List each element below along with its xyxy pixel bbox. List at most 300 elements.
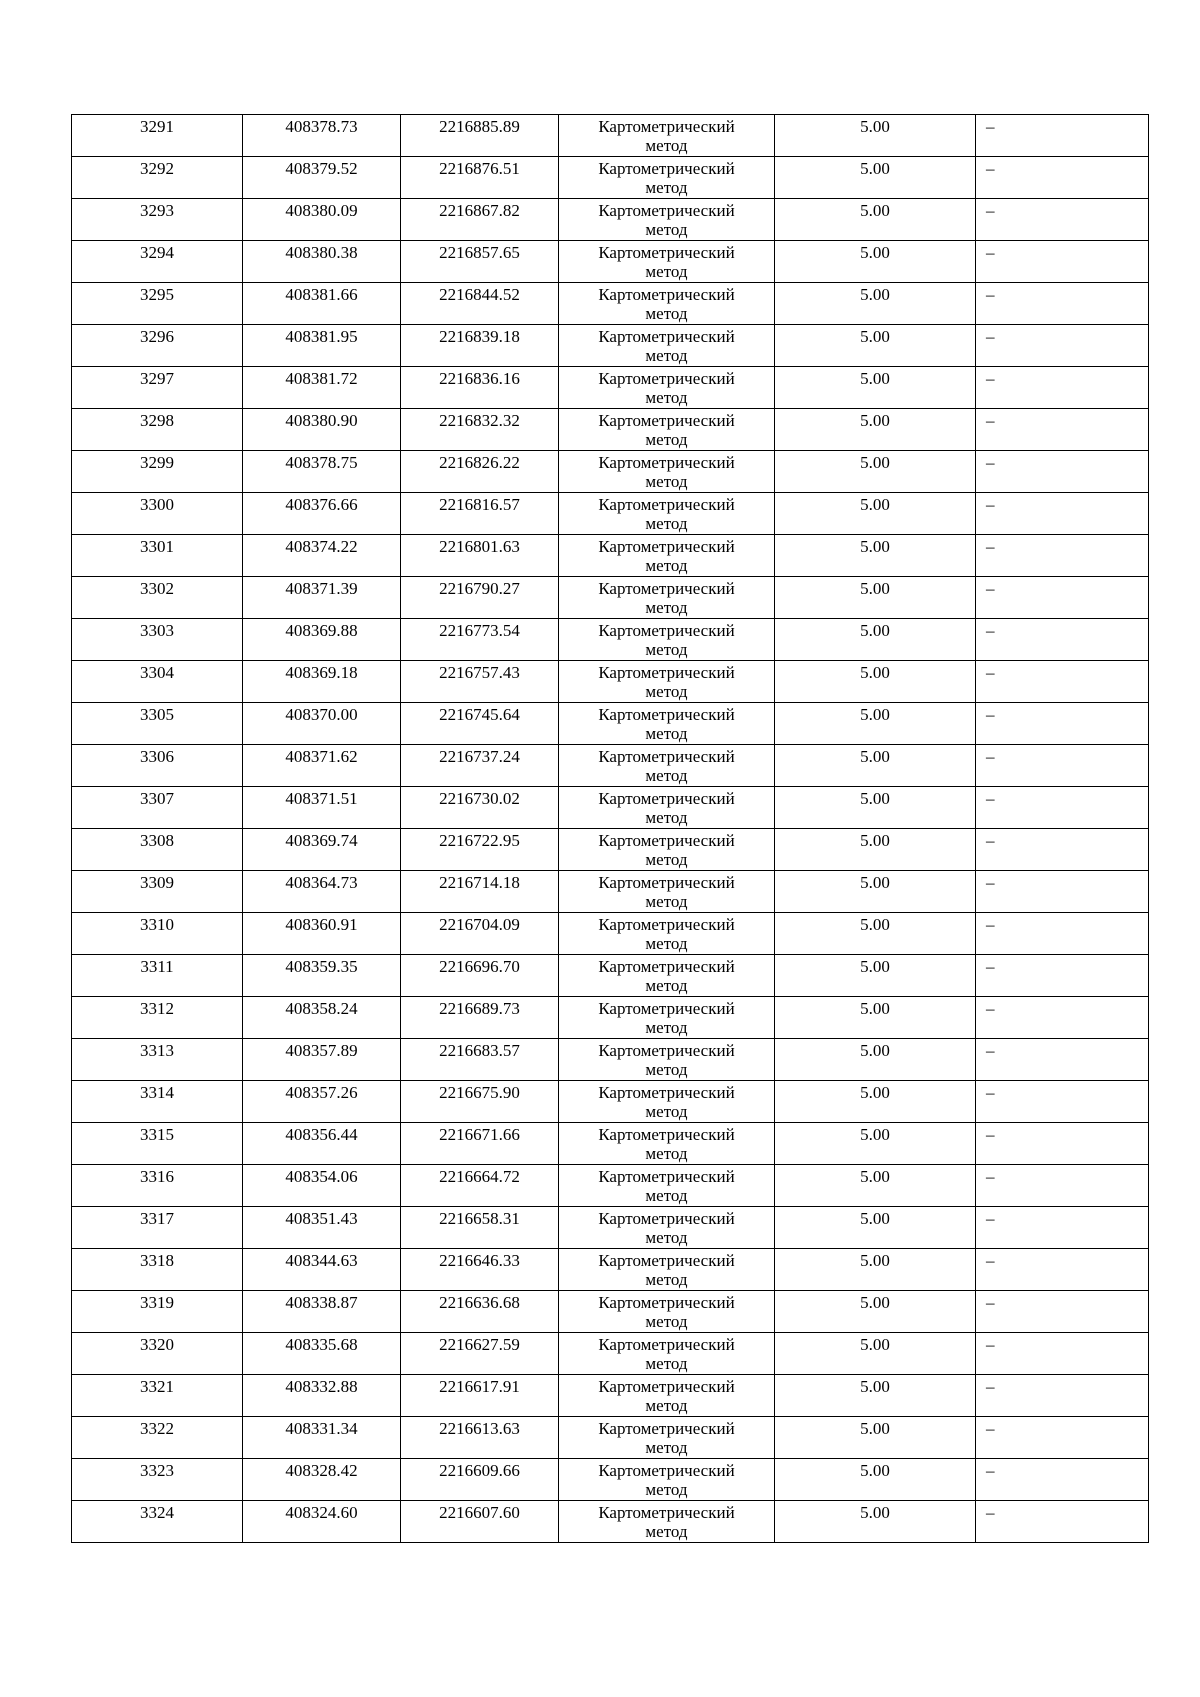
method-text-line1: Картометрический: [598, 1503, 735, 1522]
point-number-cell: 3306: [72, 745, 243, 787]
method-text-line2: метод: [645, 766, 688, 785]
accuracy-cell: 5.00: [775, 1207, 976, 1249]
table-row: [72, 619, 1149, 661]
y-coordinate-cell: 2216609.66: [401, 1459, 559, 1501]
accuracy-cell: 5.00: [775, 955, 976, 997]
method-text-line1: Картометрический: [598, 1041, 735, 1060]
method-text-line2: метод: [645, 1396, 688, 1415]
method-text-line1: Картометрический: [598, 243, 735, 262]
method-cell: [559, 199, 775, 241]
method-cell: [559, 1333, 775, 1375]
point-number-cell: 3311: [72, 955, 243, 997]
table-row: [72, 1123, 1149, 1165]
method-text-line1: Картометрический: [598, 453, 735, 472]
x-coordinate-cell: 408354.06: [243, 1165, 401, 1207]
note-cell: –: [976, 451, 1149, 493]
point-number-cell: 3312: [72, 997, 243, 1039]
method-cell: [559, 661, 775, 703]
y-coordinate-cell: 2216714.18: [401, 871, 559, 913]
point-number-cell: 3318: [72, 1249, 243, 1291]
y-coordinate-cell: 2216745.64: [401, 703, 559, 745]
y-coordinate-cell: 2216627.59: [401, 1333, 559, 1375]
y-coordinate-cell: 2216839.18: [401, 325, 559, 367]
note-cell: –: [976, 1459, 1149, 1501]
method-cell: [559, 535, 775, 577]
x-coordinate-cell: 408376.66: [243, 493, 401, 535]
y-coordinate-cell: 2216617.91: [401, 1375, 559, 1417]
note-cell: –: [976, 1249, 1149, 1291]
point-number-cell: 3305: [72, 703, 243, 745]
y-coordinate-cell: 2216790.27: [401, 577, 559, 619]
method-cell: [559, 955, 775, 997]
point-number-cell: 3299: [72, 451, 243, 493]
y-coordinate-cell: 2216876.51: [401, 157, 559, 199]
point-number-cell: 3291: [72, 115, 243, 157]
method-text-line1: Картометрический: [598, 1293, 735, 1312]
method-text-line2: метод: [645, 178, 688, 197]
accuracy-cell: 5.00: [775, 1459, 976, 1501]
note-cell: –: [976, 619, 1149, 661]
table-row: [72, 325, 1149, 367]
method-text-line1: Картометрический: [598, 411, 735, 430]
y-coordinate-cell: 2216689.73: [401, 997, 559, 1039]
point-number-cell: 3297: [72, 367, 243, 409]
y-coordinate-cell: 2216801.63: [401, 535, 559, 577]
method-cell: [559, 451, 775, 493]
note-cell: –: [976, 703, 1149, 745]
note-cell: –: [976, 997, 1149, 1039]
y-coordinate-cell: 2216613.63: [401, 1417, 559, 1459]
accuracy-cell: 5.00: [775, 619, 976, 661]
y-coordinate-cell: 2216816.57: [401, 493, 559, 535]
coordinates-table-body: [72, 115, 1149, 1543]
method-text-line2: метод: [645, 976, 688, 995]
note-cell: –: [976, 1039, 1149, 1081]
table-row: [72, 913, 1149, 955]
note-cell: –: [976, 115, 1149, 157]
method-cell: [559, 1375, 775, 1417]
y-coordinate-cell: 2216867.82: [401, 199, 559, 241]
method-cell: [559, 1417, 775, 1459]
table-row: [72, 1291, 1149, 1333]
x-coordinate-cell: 408357.89: [243, 1039, 401, 1081]
method-text-line1: Картометрический: [598, 1251, 735, 1270]
x-coordinate-cell: 408331.34: [243, 1417, 401, 1459]
table-row: [72, 451, 1149, 493]
table-row: [72, 409, 1149, 451]
note-cell: –: [976, 1123, 1149, 1165]
note-cell: –: [976, 409, 1149, 451]
note-cell: –: [976, 1501, 1149, 1543]
point-number-cell: 3310: [72, 913, 243, 955]
point-number-cell: 3315: [72, 1123, 243, 1165]
y-coordinate-cell: 2216730.02: [401, 787, 559, 829]
point-number-cell: 3293: [72, 199, 243, 241]
x-coordinate-cell: 408371.39: [243, 577, 401, 619]
table-row: [72, 1375, 1149, 1417]
note-cell: –: [976, 829, 1149, 871]
method-cell: [559, 1039, 775, 1081]
y-coordinate-cell: 2216636.68: [401, 1291, 559, 1333]
point-number-cell: 3321: [72, 1375, 243, 1417]
y-coordinate-cell: 2216722.95: [401, 829, 559, 871]
x-coordinate-cell: 408380.90: [243, 409, 401, 451]
table-row: [72, 1459, 1149, 1501]
y-coordinate-cell: 2216857.65: [401, 241, 559, 283]
method-cell: [559, 1207, 775, 1249]
method-text-line1: Картометрический: [598, 285, 735, 304]
y-coordinate-cell: 2216675.90: [401, 1081, 559, 1123]
method-text-line2: метод: [645, 1060, 688, 1079]
table-row: [72, 1081, 1149, 1123]
method-text-line1: Картометрический: [598, 999, 735, 1018]
method-text-line1: Картометрический: [598, 1167, 735, 1186]
table-row: [72, 829, 1149, 871]
point-number-cell: 3303: [72, 619, 243, 661]
method-cell: [559, 493, 775, 535]
point-number-cell: 3324: [72, 1501, 243, 1543]
x-coordinate-cell: 408364.73: [243, 871, 401, 913]
table-row: [72, 115, 1149, 157]
method-text-line2: метод: [645, 1102, 688, 1121]
table-row: [72, 157, 1149, 199]
point-number-cell: 3308: [72, 829, 243, 871]
note-cell: –: [976, 913, 1149, 955]
point-number-cell: 3300: [72, 493, 243, 535]
method-text-line2: метод: [645, 1522, 688, 1541]
method-text-line1: Картометрический: [598, 1461, 735, 1480]
point-number-cell: 3294: [72, 241, 243, 283]
point-number-cell: 3302: [72, 577, 243, 619]
accuracy-cell: 5.00: [775, 535, 976, 577]
note-cell: –: [976, 283, 1149, 325]
table-row: [72, 955, 1149, 997]
y-coordinate-cell: 2216844.52: [401, 283, 559, 325]
x-coordinate-cell: 408374.22: [243, 535, 401, 577]
x-coordinate-cell: 408371.51: [243, 787, 401, 829]
method-text-line1: Картометрический: [598, 747, 735, 766]
accuracy-cell: 5.00: [775, 1123, 976, 1165]
note-cell: –: [976, 1291, 1149, 1333]
point-number-cell: 3316: [72, 1165, 243, 1207]
method-text-line1: Картометрический: [598, 1125, 735, 1144]
accuracy-cell: 5.00: [775, 703, 976, 745]
method-text-line1: Картометрический: [598, 663, 735, 682]
table-row: [72, 577, 1149, 619]
method-cell: [559, 703, 775, 745]
method-text-line2: метод: [645, 514, 688, 533]
method-cell: [559, 1249, 775, 1291]
x-coordinate-cell: 408344.63: [243, 1249, 401, 1291]
note-cell: –: [976, 1207, 1149, 1249]
method-text-line2: метод: [645, 850, 688, 869]
accuracy-cell: 5.00: [775, 871, 976, 913]
y-coordinate-cell: 2216757.43: [401, 661, 559, 703]
accuracy-cell: 5.00: [775, 1291, 976, 1333]
method-cell: [559, 283, 775, 325]
method-text-line1: Картометрический: [598, 1377, 735, 1396]
method-cell: [559, 577, 775, 619]
method-text-line1: Картометрический: [598, 831, 735, 850]
method-cell: [559, 115, 775, 157]
method-text-line1: Картометрический: [598, 495, 735, 514]
note-cell: –: [976, 745, 1149, 787]
accuracy-cell: 5.00: [775, 1417, 976, 1459]
method-cell: [559, 1123, 775, 1165]
method-text-line1: Картометрический: [598, 915, 735, 934]
accuracy-cell: 5.00: [775, 115, 976, 157]
table-row: [72, 283, 1149, 325]
x-coordinate-cell: 408380.09: [243, 199, 401, 241]
method-text-line1: Картометрический: [598, 621, 735, 640]
note-cell: –: [976, 1417, 1149, 1459]
x-coordinate-cell: 408338.87: [243, 1291, 401, 1333]
method-cell: [559, 1459, 775, 1501]
table-row: [72, 661, 1149, 703]
x-coordinate-cell: 408381.95: [243, 325, 401, 367]
y-coordinate-cell: 2216683.57: [401, 1039, 559, 1081]
note-cell: –: [976, 871, 1149, 913]
point-number-cell: 3292: [72, 157, 243, 199]
y-coordinate-cell: 2216704.09: [401, 913, 559, 955]
x-coordinate-cell: 408328.42: [243, 1459, 401, 1501]
method-cell: [559, 787, 775, 829]
note-cell: –: [976, 1165, 1149, 1207]
accuracy-cell: 5.00: [775, 745, 976, 787]
accuracy-cell: 5.00: [775, 241, 976, 283]
point-number-cell: 3323: [72, 1459, 243, 1501]
method-text-line1: Картометрический: [598, 579, 735, 598]
method-text-line2: метод: [645, 724, 688, 743]
y-coordinate-cell: 2216885.89: [401, 115, 559, 157]
method-cell: [559, 1291, 775, 1333]
note-cell: –: [976, 493, 1149, 535]
method-cell: [559, 829, 775, 871]
x-coordinate-cell: 408378.75: [243, 451, 401, 493]
table-row: [72, 1249, 1149, 1291]
note-cell: –: [976, 367, 1149, 409]
note-cell: –: [976, 787, 1149, 829]
accuracy-cell: 5.00: [775, 1039, 976, 1081]
note-cell: –: [976, 577, 1149, 619]
method-text-line2: метод: [645, 346, 688, 365]
method-cell: [559, 1165, 775, 1207]
accuracy-cell: 5.00: [775, 661, 976, 703]
point-number-cell: 3319: [72, 1291, 243, 1333]
method-cell: [559, 619, 775, 661]
table-row: [72, 871, 1149, 913]
method-text-line1: Картометрический: [598, 369, 735, 388]
accuracy-cell: 5.00: [775, 787, 976, 829]
x-coordinate-cell: 408369.74: [243, 829, 401, 871]
table-row: [72, 1333, 1149, 1375]
method-text-line1: Картометрический: [598, 789, 735, 808]
method-text-line2: метод: [645, 556, 688, 575]
accuracy-cell: 5.00: [775, 157, 976, 199]
method-cell: [559, 1501, 775, 1543]
x-coordinate-cell: 408335.68: [243, 1333, 401, 1375]
method-cell: [559, 745, 775, 787]
point-number-cell: 3313: [72, 1039, 243, 1081]
x-coordinate-cell: 408351.43: [243, 1207, 401, 1249]
table-row: [72, 745, 1149, 787]
method-cell: [559, 325, 775, 367]
y-coordinate-cell: 2216658.31: [401, 1207, 559, 1249]
accuracy-cell: 5.00: [775, 409, 976, 451]
method-text-line1: Картометрический: [598, 705, 735, 724]
point-number-cell: 3320: [72, 1333, 243, 1375]
method-text-line1: Картометрический: [598, 957, 735, 976]
point-number-cell: 3295: [72, 283, 243, 325]
method-text-line2: метод: [645, 808, 688, 827]
accuracy-cell: 5.00: [775, 493, 976, 535]
table-row: [72, 997, 1149, 1039]
note-cell: –: [976, 955, 1149, 997]
x-coordinate-cell: 408358.24: [243, 997, 401, 1039]
method-cell: [559, 157, 775, 199]
method-text-line1: Картометрический: [598, 1335, 735, 1354]
accuracy-cell: 5.00: [775, 577, 976, 619]
note-cell: –: [976, 325, 1149, 367]
point-number-cell: 3314: [72, 1081, 243, 1123]
method-cell: [559, 367, 775, 409]
x-coordinate-cell: 408360.91: [243, 913, 401, 955]
method-text-line2: метод: [645, 1018, 688, 1037]
x-coordinate-cell: 408324.60: [243, 1501, 401, 1543]
accuracy-cell: 5.00: [775, 451, 976, 493]
accuracy-cell: 5.00: [775, 829, 976, 871]
y-coordinate-cell: 2216646.33: [401, 1249, 559, 1291]
x-coordinate-cell: 408369.18: [243, 661, 401, 703]
method-text-line2: метод: [645, 1270, 688, 1289]
note-cell: –: [976, 241, 1149, 283]
method-text-line1: Картометрический: [598, 159, 735, 178]
table-row: [72, 493, 1149, 535]
method-text-line2: метод: [645, 262, 688, 281]
accuracy-cell: 5.00: [775, 1249, 976, 1291]
method-cell: [559, 241, 775, 283]
note-cell: –: [976, 661, 1149, 703]
y-coordinate-cell: 2216826.22: [401, 451, 559, 493]
x-coordinate-cell: 408356.44: [243, 1123, 401, 1165]
method-cell: [559, 913, 775, 955]
table-row: [72, 199, 1149, 241]
table-row: [72, 1039, 1149, 1081]
x-coordinate-cell: 408371.62: [243, 745, 401, 787]
method-text-line2: метод: [645, 472, 688, 491]
table-row: [72, 241, 1149, 283]
method-text-line1: Картометрический: [598, 327, 735, 346]
method-text-line1: Картометрический: [598, 1209, 735, 1228]
method-text-line2: метод: [645, 1144, 688, 1163]
note-cell: –: [976, 199, 1149, 241]
accuracy-cell: 5.00: [775, 199, 976, 241]
method-text-line2: метод: [645, 1354, 688, 1373]
note-cell: –: [976, 535, 1149, 577]
point-number-cell: 3317: [72, 1207, 243, 1249]
point-number-cell: 3322: [72, 1417, 243, 1459]
method-cell: [559, 871, 775, 913]
method-cell: [559, 409, 775, 451]
x-coordinate-cell: 408381.72: [243, 367, 401, 409]
x-coordinate-cell: 408380.38: [243, 241, 401, 283]
table-row: [72, 1207, 1149, 1249]
coordinates-table: [71, 114, 1149, 1543]
method-text-line2: метод: [645, 934, 688, 953]
x-coordinate-cell: 408357.26: [243, 1081, 401, 1123]
method-text-line1: Картометрический: [598, 873, 735, 892]
x-coordinate-cell: 408369.88: [243, 619, 401, 661]
y-coordinate-cell: 2216607.60: [401, 1501, 559, 1543]
point-number-cell: 3301: [72, 535, 243, 577]
point-number-cell: 3296: [72, 325, 243, 367]
method-text-line1: Картометрический: [598, 201, 735, 220]
x-coordinate-cell: 408370.00: [243, 703, 401, 745]
method-text-line2: метод: [645, 388, 688, 407]
point-number-cell: 3309: [72, 871, 243, 913]
y-coordinate-cell: 2216832.32: [401, 409, 559, 451]
method-text-line2: метод: [645, 892, 688, 911]
note-cell: –: [976, 1081, 1149, 1123]
y-coordinate-cell: 2216671.66: [401, 1123, 559, 1165]
note-cell: –: [976, 1333, 1149, 1375]
method-cell: [559, 1081, 775, 1123]
accuracy-cell: 5.00: [775, 997, 976, 1039]
table-row: [72, 367, 1149, 409]
method-text-line2: метод: [645, 304, 688, 323]
method-text-line2: метод: [645, 598, 688, 617]
point-number-cell: 3307: [72, 787, 243, 829]
method-text-line2: метод: [645, 1438, 688, 1457]
method-text-line2: метод: [645, 682, 688, 701]
note-cell: –: [976, 1375, 1149, 1417]
table-row: [72, 1501, 1149, 1543]
accuracy-cell: 5.00: [775, 913, 976, 955]
table-row: [72, 1165, 1149, 1207]
accuracy-cell: 5.00: [775, 367, 976, 409]
y-coordinate-cell: 2216737.24: [401, 745, 559, 787]
y-coordinate-cell: 2216664.72: [401, 1165, 559, 1207]
method-text-line1: Картометрический: [598, 1419, 735, 1438]
x-coordinate-cell: 408359.35: [243, 955, 401, 997]
method-text-line2: метод: [645, 1186, 688, 1205]
method-text-line1: Картометрический: [598, 1083, 735, 1102]
method-text-line1: Картометрический: [598, 117, 735, 136]
table-row: [72, 535, 1149, 577]
accuracy-cell: 5.00: [775, 1333, 976, 1375]
x-coordinate-cell: 408332.88: [243, 1375, 401, 1417]
method-cell: [559, 997, 775, 1039]
x-coordinate-cell: 408381.66: [243, 283, 401, 325]
note-cell: –: [976, 157, 1149, 199]
y-coordinate-cell: 2216696.70: [401, 955, 559, 997]
accuracy-cell: 5.00: [775, 325, 976, 367]
y-coordinate-cell: 2216836.16: [401, 367, 559, 409]
method-text-line2: метод: [645, 1480, 688, 1499]
y-coordinate-cell: 2216773.54: [401, 619, 559, 661]
method-text-line2: метод: [645, 220, 688, 239]
accuracy-cell: 5.00: [775, 1501, 976, 1543]
accuracy-cell: 5.00: [775, 283, 976, 325]
method-text-line2: метод: [645, 1312, 688, 1331]
accuracy-cell: 5.00: [775, 1165, 976, 1207]
method-text-line2: метод: [645, 136, 688, 155]
point-number-cell: 3298: [72, 409, 243, 451]
accuracy-cell: 5.00: [775, 1375, 976, 1417]
table-row: [72, 787, 1149, 829]
x-coordinate-cell: 408379.52: [243, 157, 401, 199]
method-text-line2: метод: [645, 1228, 688, 1247]
